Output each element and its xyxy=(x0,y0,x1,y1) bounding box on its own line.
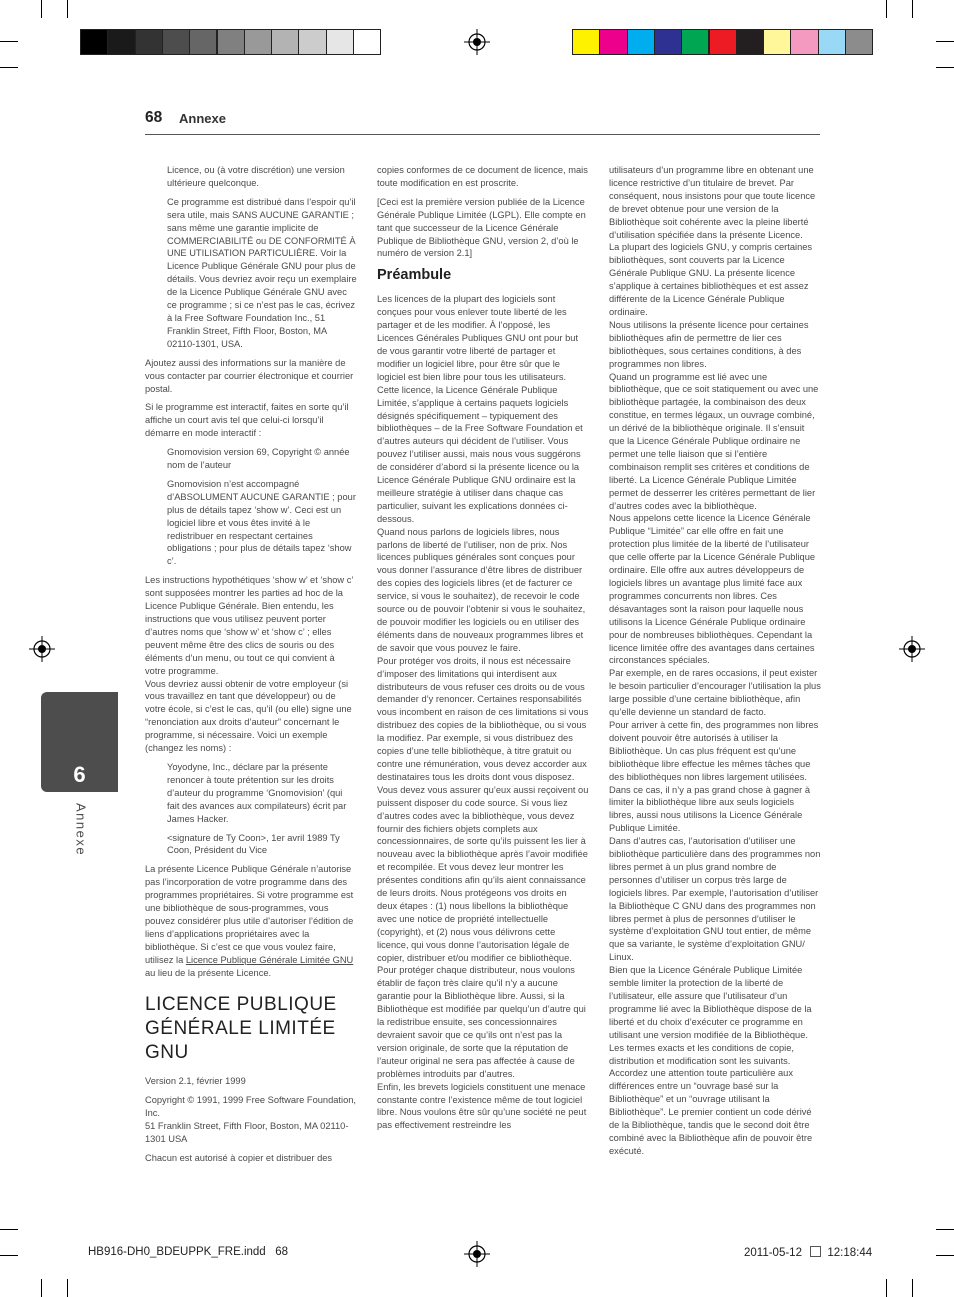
slug-filename: HB916-DH0_BDEUPPK_FRE.indd 68 xyxy=(88,1246,289,1258)
crop-mark xyxy=(67,1279,68,1297)
paragraph: Ajoutez aussi des informations sur la manière de vous contacter par courrier électronique et courrier postal. xyxy=(145,357,354,394)
text-span: au lieu de la présente Licence. xyxy=(145,967,272,978)
color-swatch xyxy=(818,29,846,55)
color-swatch xyxy=(572,29,600,55)
color-swatch xyxy=(763,29,791,55)
color-swatch xyxy=(162,29,190,55)
color-swatch xyxy=(217,29,245,55)
page-header xyxy=(145,108,820,135)
slug-time-marker xyxy=(810,1246,821,1257)
paragraph: utilisateurs d’un programme libre en obtenant une licence restrictive d’un titulaire de brevet. Par conséquent, nous insistons pour que toute licence de brevet obtenue pour une version de la Bibliothèque soit cohérente avec la pleine liberté d’utilisation spécifiée dans la présente Licence. xyxy=(609,165,816,240)
registration-mark-icon xyxy=(29,636,55,662)
paragraph: Enfin, les brevets logiciels constituent une menace constante contre l’existence même de tout logiciel libre. Nous voulons être sûr qu’une société ne peut pas effectivement restreindre les xyxy=(377,1081,587,1131)
paragraph: Licence, ou (à votre discrétion) une version ultérieure quelconque. xyxy=(167,165,345,188)
registration-mark-icon xyxy=(464,29,490,55)
color-swatch xyxy=(654,29,682,55)
crop-mark xyxy=(886,1279,887,1297)
paragraph xyxy=(145,863,357,979)
section-title: Annexe xyxy=(179,111,226,126)
slug-time: 12:18:44 xyxy=(827,1247,873,1259)
crop-mark xyxy=(936,41,954,42)
address-line: 51 Franklin Street, Fifth Floor, Boston, MA 02110-1301 USA xyxy=(145,1121,349,1145)
copyright-line: Copyright © 1991, 1999 Free Software Foundation, Inc. xyxy=(145,1095,356,1119)
color-swatch xyxy=(298,29,326,55)
paragraph: Gnomovision n’est accompagné d’ABSOLUMENT AUCUNE GARANTIE ; pour plus de détails tapez ‘show w’. Ceci est un logiciel libre et vous êtes invité à le redistribuer en respectant certaines obligations ; pour plus de détails tapez ‘show c’. xyxy=(167,478,356,567)
color-swatch xyxy=(189,29,217,55)
paragraph: copies conformes de ce document de licence, mais toute modification en est proscrite. xyxy=(377,165,588,188)
color-swatch xyxy=(681,29,709,55)
paragraph: Pour arriver à cette fin, des programmes non libres doivent pouvoir être autorisés à utiliser la Bibliothèque. Un cas plus fréquent est qu’une bibliothèque libre effectue les mêmes tâches que des bibliothèques non libres largement utilisées. Dans ce cas, il n’y a pas grand chose à gagner à limiter la bibliothèque libre aux seuls logiciels libres, aussi nous utilisons la Licence Générale Publique Limitée. xyxy=(609,719,819,834)
paragraph: Les licences de la plupart des logiciels sont conçues pour vous enlever toute liberté de les partager et de les modifier. À l’opposé, les Licences Générales Publiques GNU ont pour but de vous garantir votre liberté de partager et modifier un logiciel libre, pour être sûr que le logiciel est bien libre pour tous les utilisateurs. Cette licence, la Licence Générale Publique Limitée, s’applique à certains paquets logiciels désignés spécifiquement – typiquement des bibliothèques – de la Free Software Foundation et d’autres auteurs qui décident de l’utiliser. Vous pouvez l’utiliser aussi, mais nous vous suggérons de considérer d’abord si la présente licence ou la Licence Générale Publique GNU ordinaire est la meilleure stratégie à utiliser dans chaque cas particulier, suivant les explications données ci-dessous. xyxy=(377,294,583,524)
crop-mark xyxy=(936,1229,954,1230)
registration-mark-icon xyxy=(464,1241,490,1267)
paragraph: Gnomovision version 69, Copyright © année nom de l’auteur xyxy=(167,447,350,471)
color-swatch xyxy=(790,29,818,55)
color-swatch xyxy=(80,29,108,55)
color-swatch xyxy=(107,29,135,55)
paragraph: Vous devriez aussi obtenir de votre employeur (si vous travaillez en tant que développeur) ou de votre école, si c’est le cas, qu’il (ou elle) signe une “renonciation aux droits d’auteur” concernant le programme, si nécessaire. Voici un exemple (changez les noms) : xyxy=(145,678,352,754)
crop-mark xyxy=(0,67,18,68)
paragraph: Nous appelons cette licence la Licence Générale Publique “Limitée” car elle offre en fait une protection plus limitée de la liberté de l’utilisateur que celle offerte par la Licence Générale Publique ordinaire. Elle offre aux autres développeurs de logiciels libres un avantage plus limité face aux programmes concurrents non libres. Ces désavantages sont la raison pour laquelle nous utilisons la Licence Générale Publique ordinaire pour de nombreuses bibliothèques. Cependant la licence limitée offre des avantages dans certaines circonstances spéciales. xyxy=(609,513,816,666)
paragraph: <signature de Ty Coon>, 1er avril 1989 Ty Coon, Président du Vice xyxy=(167,832,340,856)
paragraph: Les termes exacts et les conditions de copie, distribution et modification sont les suivants. Accordez une attention toute particulière aux différences entre un “ouvrage basé sur la Bibliothèque” et un “ouvrage utilisant la Bibliothèque”. Le premier contient un code dérivé de la Bibliothèque, tandis que le second doit être combiné avec la Bibliothèque afin de pouvoir être exécuté. xyxy=(609,1042,813,1156)
section-heading: LICENCE PUBLIQUE GÉNÉRALE LIMITÉE GNU xyxy=(145,994,337,1064)
crop-mark xyxy=(936,67,954,68)
color-swatch xyxy=(845,29,873,55)
paragraph: Dans d’autres cas, l’autorisation d’utiliser une bibliothèque particulière dans des programmes non libres permet à un plus grand nombre de personnes d’utiliser un corpus très large de logiciels libres. Par exemple, l’autorisation d’utiliser la Bibliothèque C GNU dans des programmes non libres permet à plus de personnes d’utiliser le système d’exploitation GNU tout entier, de même que sa variante, le système d’exploitation GNU/ Linux. xyxy=(609,836,821,963)
crop-mark xyxy=(886,0,887,18)
crop-mark xyxy=(0,1255,18,1256)
paragraph: Quand nous parlons de logiciels libres, nous parlons de liberté de l’utiliser, non de prix. Nos licences publiques générales sont conçues pour vous donner l’assurance d’être libres de distribuer des copies des logiciels libres (et de facturer ce service, si vous le souhaitez), de recevoir le code source ou de pouvoir l’obtenir si vous le souhaitez, de pouvoir modifier les logiciels ou en utiliser des éléments dans de nouveaux programmes libres et de savoir que vous pouvez le faire. xyxy=(377,526,586,653)
paragraph: Si le programme est interactif, faites en sorte qu’il affiche un court avis tel que celui-ci lorsqu’il démarre en mode interactif : xyxy=(145,402,349,439)
version-line: Version 2.1, février 1999 xyxy=(145,1076,246,1087)
slug-date: 2011-05-12 xyxy=(744,1247,802,1259)
crop-mark xyxy=(0,1229,18,1230)
crop-mark xyxy=(41,1279,42,1297)
paragraph: [Ceci est la première version publiée de la Licence Générale Publique Limitée (LGPL). Elle compte en tant que successeur de la Licence Générale Publique de Bibliothèque GNU, version 2, d’où le numéro de version 2.1] xyxy=(377,196,586,259)
crop-mark xyxy=(912,1279,913,1297)
paragraph: Pour protéger vos droits, il nous est nécessaire d’imposer des limitations qui interdisent aux distributeurs de vous refuser ces droits ou de vous demander d’y renoncer. Certaines responsabilités vous incombent en raison de ces limitations si vous distribuez des copies de la bibliothèque, ou si vous la modifiez. Par exemple, si vous distribuez des copies d’une telle bibliothèque, à titre gratuit ou contre une rémunération, vous devez accorder aux destinataires tous les droits dont vous disposez. Vous devez vous assurer qu’eux aussi reçoivent ou puissent disposer du code source. Si vous liez d’autres codes avec la bibliothèque, vous devez fournir des fichiers objets complets aux concessionnaires, de sorte qu’ils puissent les lier à nouveau avec la bibliothèque après l’avoir modifiée et recompilée. Et vous devez leur montrer les présentes conditions afin qu’ils aient connaissance de leurs droits. Nous protégeons vos droits en deux étapes : (1) nous libellons la bibliothèque avec une notice de propriété intellectuelle (copyright), et (2) nous vous délivrons cette licence, qui vous donne l’autorisation légale de copier, distribuer et/ou modifier ce bibliothèque. xyxy=(377,655,589,963)
paragraph: Bien que la Licence Générale Publique Limitée semble limiter la protection de la liberté de l’utilisateur, elle assure que l’utilisateur d’un programme lié avec la Bibliothèque dispose de la liberté et du choix d’exécuter ce programme en utilisant une version modifiée de la Bibliothèque. xyxy=(609,965,812,1040)
paragraph: Ce programme est distribué dans l’espoir qu’il sera utile, mais SANS AUCUNE GARANTIE ; sans même une garantie implicite de COMMERCIABILITÉ ou DE CONFORMITÉ À UNE UTILISATION PARTICULIÈRE. Voir la Licence Publique Générale GNU pour plus de détails. Vous devriez avoir reçu un exemplaire de la Licence Publique Générale GNU avec ce programme ; si ce n’est pas le cas, écrivez à la Free Software Foundation Inc., 51 Franklin Street, Fifth Floor, Boston, MA 02110-1301, USA. xyxy=(167,196,357,349)
color-swatch xyxy=(736,29,764,55)
crop-mark xyxy=(41,0,42,18)
chapter-label-vertical: Annexe xyxy=(73,802,89,857)
color-swatch xyxy=(709,29,737,55)
paragraph: Par exemple, en de rares occasions, il peut exister le besoin particulier d’encourager l’utilisation la plus large possible d’une certaine bibliothèque, afin qu’elle devienne un standard de facto. xyxy=(609,668,821,718)
crop-mark xyxy=(936,1255,954,1256)
paragraph: Yoyodyne, Inc., déclare par la présente renoncer à toute prétention sur les droits d’auteur du programme ‘Gnomovision’ (qui fait des avances aux compilateurs) écrit par James Hacker. xyxy=(167,761,347,824)
color-swatch xyxy=(244,29,272,55)
color-swatch xyxy=(271,29,299,55)
page-number: 68 xyxy=(145,109,163,126)
registration-mark-icon xyxy=(899,636,925,662)
crop-mark xyxy=(67,0,68,18)
paragraph: Quand un programme est lié avec une bibliothèque, que ce soit statiquement ou avec une bibliothèque partagée, la combinaison des deux constitue, en termes légaux, un ouvrage combiné, un dérivé de la bibliothèque originale. Il s’ensuit que la Licence Générale Publique ordinaire ne permet une telle liaison que si l’entière combinaison remplit ses critères et conditions de liberté. La Licence Générale Publique Limitée permet de desserrer les critères permettant de lier d’autres codes avec la bibliothèque. xyxy=(609,371,819,511)
color-swatch xyxy=(326,29,354,55)
chapter-number: 6 xyxy=(73,762,86,787)
color-swatch xyxy=(353,29,381,55)
lgpl-link[interactable]: Licence Publique Générale Limitée GNU xyxy=(185,954,354,965)
text-column-3 xyxy=(609,164,821,1158)
paragraph: Pour protéger chaque distributeur, nous voulons établir de façon très claire qu’il n’y a aucune garantie pour la Bibliothèque libre. Aussi, si la Bibliothèque est modifiée par quelqu’un d’autre qui la redistribue ensuite, ses concessionnaires devraient savoir que ce qu’ils ont n’est pas la version originale, de sorte que la réputation de l’auteur original ne sera pas affectée à cause de problèmes introduits par d’autres. xyxy=(377,965,586,1079)
text-column-1 xyxy=(145,164,357,1171)
color-swatch xyxy=(599,29,627,55)
paragraph: Les instructions hypothétiques ‘show w’ et ‘show c’ sont supposées montrer les parties ad hoc de la Licence Publique Générale. Bien entendu, les instructions que vous utilisez peuvent porter d’autres noms que ‘show w’ et ‘show c’ ; elles peuvent même être des clics de souris ou des éléments d’un menu, ou tout ce qui convient à votre programme. xyxy=(145,575,354,676)
color-swatch xyxy=(627,29,655,55)
subsection-heading: Préambule xyxy=(377,267,452,284)
paragraph: Nous utilisons la présente licence pour certaines bibliothèques afin de permettre de lier ces bibliothèques, sous certaines conditions, à des programmes non libres. xyxy=(609,319,809,369)
crop-mark xyxy=(0,41,18,42)
paragraph: La plupart des logiciels GNU, y compris certaines bibliothèques, sont couverts par la Licence Générale Publique GNU. La présente licence s’applique à certaines bibliothèques et est assez différente de la Licence Générale Publique ordinaire. xyxy=(609,242,813,317)
text-column-2 xyxy=(377,164,589,1132)
text-span: La présente Licence Publique Générale n’autorise pas l’incorporation de votre programme dans des programmes propriétaires. Si votre programme est une bibliothèque de sous-programmes, vous pouvez considérer plus utile d’autoriser l’édition de liens d’applications propriétaires avec la bibliothèque. Si c’est ce que vous voulez faire, utilisez la xyxy=(145,864,354,965)
chapter-tab xyxy=(41,692,118,792)
paragraph: Chacun est autorisé à copier et distribuer des xyxy=(145,1153,333,1163)
slug-datetime xyxy=(744,1246,872,1259)
color-swatch xyxy=(135,29,163,55)
crop-mark xyxy=(912,0,913,18)
